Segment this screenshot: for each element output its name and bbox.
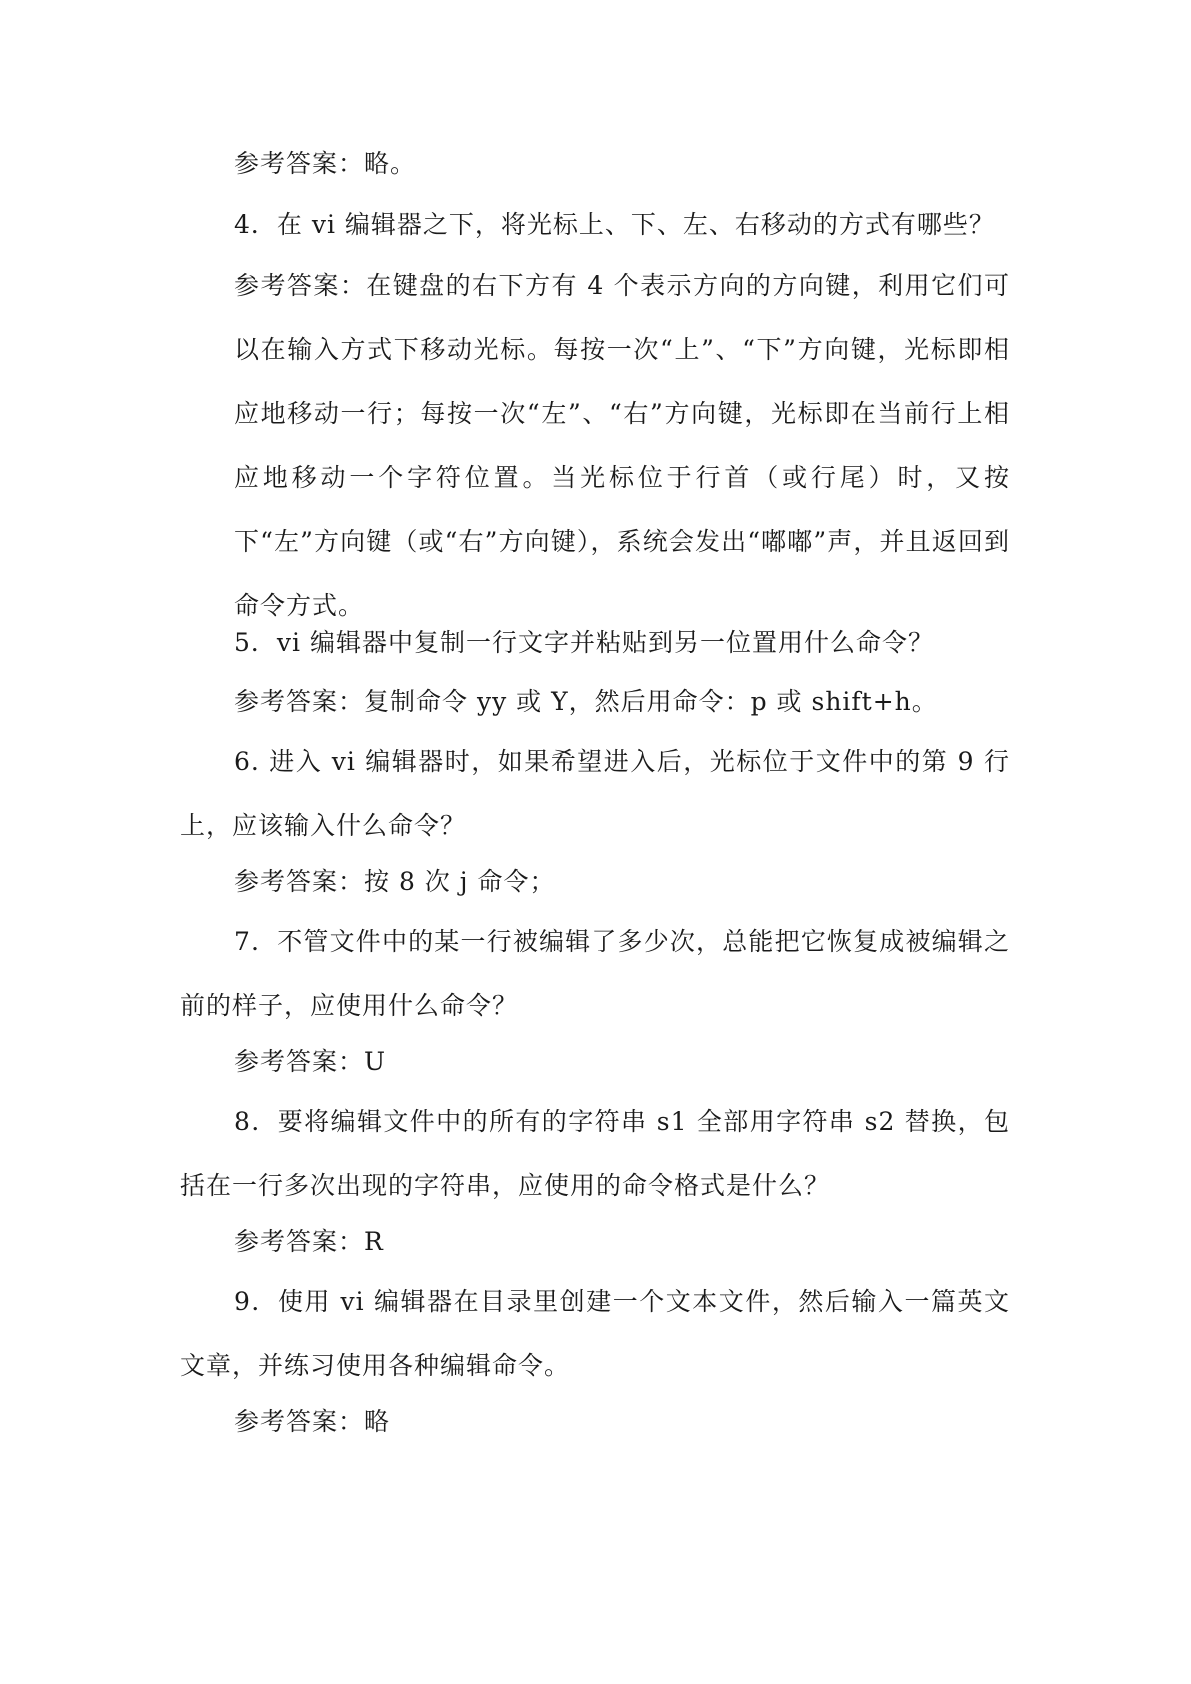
answer-8: 参考答案：R [234,1227,384,1256]
question-6: 6. 进入 vi 编辑器时，如果希望进入后，光标位于文件中的第 9 行上，应该输入什么命令？ [180,747,1010,840]
question-7: 7．不管文件中的某一行被编辑了多少次，总能把它恢复成被编辑之前的样子，应使用什么命令？ [180,927,1010,1020]
answer-4: 参考答案：在键盘的右下方有 4 个表示方向的方向键，利用它们可以在输入方式下移动光标。每按一次“上”、“下”方向键，光标即相应地移动一行；每按一次“左”、“右”方向键，光标即在当前行上相应地移动一个字符位置。当光标位于行首（或行尾）时，又按下“左”方向键（或“右”方向键），系统会发出“嘟嘟”声，并且返回到命令方式。 [234,271,1010,620]
question-4: 4．在 vi 编辑器之下，将光标上、下、左、右移动的方式有哪些？ [234,210,995,239]
answer-3: 参考答案：略。 [234,149,417,178]
answer-9: 参考答案：略 [234,1407,391,1436]
answer-5: 参考答案：复制命令 yy 或 Y，然后用命令：p 或 shift+h。 [234,687,938,716]
answer-6: 参考答案：按 8 次 j 命令； [234,867,556,896]
answer-7: 参考答案：U [234,1047,387,1076]
question-9: 9．使用 vi 编辑器在目录里创建一个文本文件，然后输入一篇英文文章，并练习使用各种编辑命令。 [180,1287,1010,1380]
question-5: 5．vi 编辑器中复制一行文字并粘贴到另一位置用什么命令？ [234,628,934,657]
question-8: 8．要将编辑文件中的所有的字符串 s1 全部用字符串 s2 替换，包括在一行多次出现的字符串，应使用的命令格式是什么？ [180,1107,1010,1200]
